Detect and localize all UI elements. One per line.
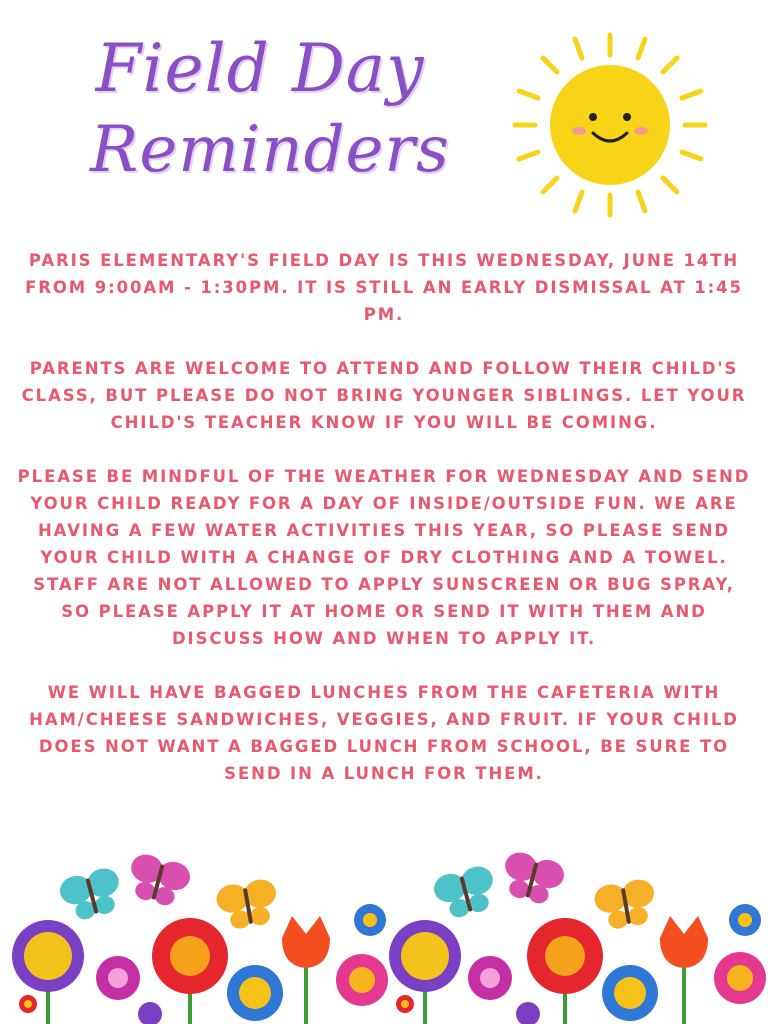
flower-icon xyxy=(527,918,603,994)
title-line-2: Reminders xyxy=(90,113,450,187)
butterfly-icon xyxy=(592,877,659,932)
reminders-text xyxy=(16,247,752,814)
flower-icon xyxy=(152,918,228,994)
page-title xyxy=(40,28,480,190)
flower-icon xyxy=(714,952,766,1004)
flower-icon xyxy=(96,956,140,1000)
flower-icon xyxy=(389,920,461,992)
flower-icon xyxy=(227,965,283,1021)
flower-icon xyxy=(336,954,388,1006)
flower-icon xyxy=(468,956,512,1000)
paragraph-schedule: PARIS ELEMENTARY'S FIELD DAY IS THIS WEDNESDAY, JUNE 14TH FROM 9:00AM - 1:30PM. IT IS STILL AN EARLY DISMISSAL AT 1:45 PM. xyxy=(25,251,743,324)
flower-icon xyxy=(282,916,330,968)
flower-icon xyxy=(602,965,658,1021)
paragraph-weather: PLEASE BE MINDFUL OF THE WEATHER FOR WEDNESDAY AND SEND YOUR CHILD READY FOR A DAY OF INSIDE/OUTSIDE FUN. WE ARE HAVING A FEW WATER ACTIVITIES THIS YEAR, SO PLEASE SEND YOUR CHILD WITH A CHANGE OF DRY CLOTHING AND A TOWEL. STAFF ARE NOT ALLOWED TO APPLY SUNSCREEN OR BUG SPRAY, SO PLEASE APPLY IT AT HOME OR SEND IT WITH THEM AND DISCUSS HOW AND WHEN TO APPLY IT. xyxy=(17,467,751,648)
flower-border xyxy=(0,848,768,1024)
flower-icon xyxy=(354,904,386,936)
butterfly-icon xyxy=(214,877,281,932)
butterfly-icon xyxy=(498,849,568,908)
butterfly-icon xyxy=(124,851,194,910)
paragraph-lunch: WE WILL HAVE BAGGED LUNCHES FROM THE CAFETERIA WITH HAM/CHEESE SANDWICHES, VEGGIES, AND FRUIT. IF YOUR CHILD DOES NOT WANT A BAGGED LUNCH FROM SCHOOL, BE SURE TO SEND IN A LUNCH FOR THEM. xyxy=(29,683,739,783)
flower-icon xyxy=(19,995,37,1013)
sun-icon xyxy=(505,25,715,225)
flower-icon xyxy=(138,1002,540,1024)
title-line-1: Field Day xyxy=(95,30,425,107)
flower-icon xyxy=(396,995,414,1013)
flower-icon xyxy=(12,920,84,992)
flower-icon xyxy=(729,904,761,936)
flower-icon xyxy=(660,916,708,968)
butterfly-icon xyxy=(57,865,127,924)
butterfly-icon xyxy=(431,863,501,922)
paragraph-parents: PARENTS ARE WELCOME TO ATTEND AND FOLLOW THEIR CHILD'S CLASS, BUT PLEASE DO NOT BRING YOUNGER SIBLINGS. LET YOUR CHILD'S TEACHER KNOW IF YOU WILL BE COMING. xyxy=(21,359,747,432)
